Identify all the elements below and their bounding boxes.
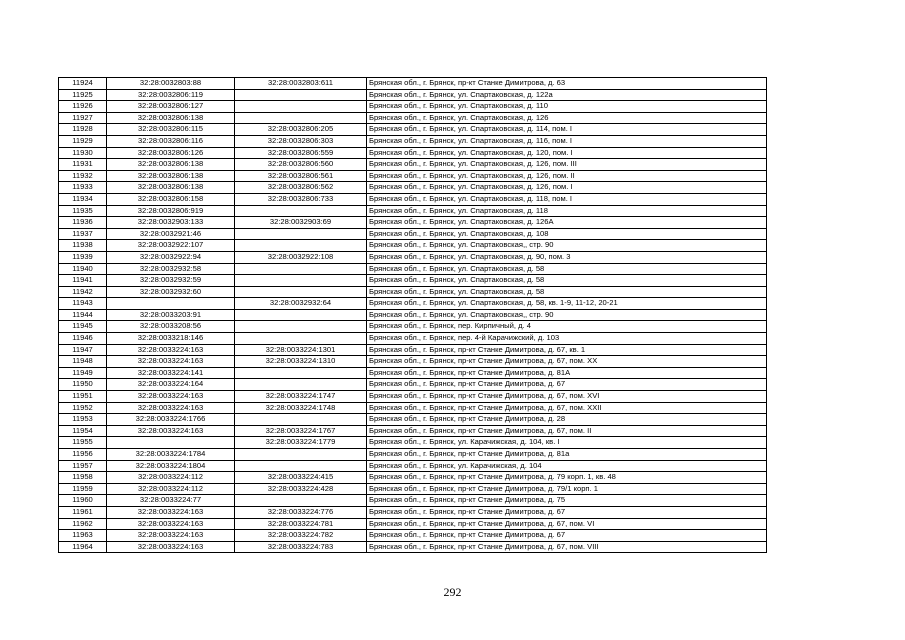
table-row <box>59 170 767 182</box>
building-cadastral-cell <box>235 379 367 391</box>
building-cadastral-cell: 32:28:0032806:205 <box>235 124 367 136</box>
table-row <box>59 495 767 507</box>
land-plot-cadastral-cell: 32:28:0032922:94 <box>107 251 235 263</box>
address-cell: Брянская обл., г. Брянск, пр-кт Станке Димитрова, д. 28 <box>367 414 767 426</box>
land-plot-cadastral-cell: 32:28:0032932:59 <box>107 275 235 287</box>
land-plot-cadastral-cell: 32:28:0033224:141 <box>107 367 235 379</box>
row-number-cell: 11964 <box>59 541 107 553</box>
building-cadastral-cell: 32:28:0032803:611 <box>235 78 367 90</box>
row-number-cell: 11930 <box>59 147 107 159</box>
row-number-cell: 11932 <box>59 170 107 182</box>
address-cell: Брянская обл., г. Брянск, ул. Спартаковская, д. 108 <box>367 228 767 240</box>
building-cadastral-cell: 32:28:0032806:561 <box>235 170 367 182</box>
address-cell: Брянская обл., г. Брянск, ул. Спартаковская, д. 116, пом. I <box>367 135 767 147</box>
land-plot-cadastral-cell: 32:28:0033218:146 <box>107 333 235 345</box>
table-row <box>59 159 767 171</box>
table-row <box>59 228 767 240</box>
table-row <box>59 391 767 403</box>
address-cell: Брянская обл., г. Брянск, пр-кт Станке Димитрова, д. 67, пом. II <box>367 425 767 437</box>
building-cadastral-cell <box>235 205 367 217</box>
land-plot-cadastral-cell: 32:28:0033224:163 <box>107 391 235 403</box>
row-number-cell: 11944 <box>59 309 107 321</box>
address-cell: Брянская обл., г. Брянск, ул. Спартаковская, д. 120, пом. I <box>367 147 767 159</box>
address-cell: Брянская обл., г. Брянск, ул. Спартаковская, д. 118, пом. I <box>367 193 767 205</box>
land-plot-cadastral-cell: 32:28:0032803:88 <box>107 78 235 90</box>
table-row <box>59 240 767 252</box>
address-cell: Брянская обл., г. Брянск, ул. Спартаковская,, стр. 90 <box>367 309 767 321</box>
table-row <box>59 425 767 437</box>
address-cell: Брянская обл., г. Брянск, ул. Карачижская, д. 104 <box>367 460 767 472</box>
address-cell: Брянская обл., г. Брянск, пр-кт Станке Димитрова, д. 67, пом. XXII <box>367 402 767 414</box>
address-cell: Брянская обл., г. Брянск, пр-кт Станке Димитрова, д. 67, пом. VIII <box>367 541 767 553</box>
table-row <box>59 309 767 321</box>
table-row <box>59 286 767 298</box>
table-row <box>59 251 767 263</box>
address-cell: Брянская обл., г. Брянск, пер. Кирпичный, д. 4 <box>367 321 767 333</box>
building-cadastral-cell: 32:28:0033224:1748 <box>235 402 367 414</box>
table-row <box>59 356 767 368</box>
building-cadastral-cell <box>235 89 367 101</box>
address-cell: Брянская обл., г. Брянск, ул. Спартаковская, д. 122а <box>367 89 767 101</box>
table-row <box>59 530 767 542</box>
building-cadastral-cell <box>235 286 367 298</box>
table-row <box>59 217 767 229</box>
address-cell: Брянская обл., г. Брянск, пр-кт Станке Димитрова, д. 75 <box>367 495 767 507</box>
row-number-cell: 11927 <box>59 112 107 124</box>
page-number: 292 <box>443 585 462 599</box>
table-row <box>59 124 767 136</box>
address-cell: Брянская обл., г. Брянск, ул. Спартаковская, д. 126А <box>367 217 767 229</box>
table-row <box>59 298 767 310</box>
table-row <box>59 193 767 205</box>
table-row <box>59 263 767 275</box>
land-plot-cadastral-cell <box>107 437 235 449</box>
building-cadastral-cell: 32:28:0032806:559 <box>235 147 367 159</box>
address-cell: Брянская обл., г. Брянск, пр-кт Станке Димитрова, д. 79 корп. 1, кв. 48 <box>367 472 767 484</box>
address-cell: Брянская обл., г. Брянск, пр-кт Станке Димитрова, д. 67 <box>367 530 767 542</box>
address-cell: Брянская обл., г. Брянск, пр-кт Станке Димитрова, д. 67, кв. 1 <box>367 344 767 356</box>
row-number-cell: 11933 <box>59 182 107 194</box>
table-row <box>59 147 767 159</box>
row-number-cell: 11959 <box>59 483 107 495</box>
land-plot-cadastral-cell: 32:28:0033224:1784 <box>107 449 235 461</box>
row-number-cell: 11929 <box>59 135 107 147</box>
row-number-cell: 11958 <box>59 472 107 484</box>
table-row <box>59 449 767 461</box>
table-row <box>59 321 767 333</box>
land-plot-cadastral-cell: 32:28:0032806:119 <box>107 89 235 101</box>
building-cadastral-cell <box>235 240 367 252</box>
building-cadastral-cell: 32:28:0033224:776 <box>235 506 367 518</box>
building-cadastral-cell: 32:28:0033224:1747 <box>235 391 367 403</box>
land-plot-cadastral-cell: 32:28:0032806:138 <box>107 159 235 171</box>
row-number-cell: 11934 <box>59 193 107 205</box>
building-cadastral-cell <box>235 414 367 426</box>
land-plot-cadastral-cell: 32:28:0032806:115 <box>107 124 235 136</box>
table-row <box>59 472 767 484</box>
address-cell: Брянская обл., г. Брянск, ул. Спартаковская, д. 58 <box>367 275 767 287</box>
row-number-cell: 11962 <box>59 518 107 530</box>
address-cell: Брянская обл., г. Брянск, пр-кт Станке Димитрова, д. 79/1 корп. 1 <box>367 483 767 495</box>
building-cadastral-cell <box>235 495 367 507</box>
building-cadastral-cell <box>235 333 367 345</box>
address-cell: Брянская обл., г. Брянск, ул. Спартаковская,, стр. 90 <box>367 240 767 252</box>
address-cell: Брянская обл., г. Брянск, пр-кт Станке Димитрова, д. 81А <box>367 367 767 379</box>
row-number-cell: 11949 <box>59 367 107 379</box>
building-cadastral-cell: 32:28:0033224:782 <box>235 530 367 542</box>
building-cadastral-cell: 32:28:0033224:1310 <box>235 356 367 368</box>
land-plot-cadastral-cell: 32:28:0032806:127 <box>107 101 235 113</box>
address-cell: Брянская обл., г. Брянск, ул. Спартаковская, д. 126, пом. I <box>367 182 767 194</box>
land-plot-cadastral-cell: 32:28:0033208:56 <box>107 321 235 333</box>
building-cadastral-cell <box>235 367 367 379</box>
row-number-cell: 11935 <box>59 205 107 217</box>
land-plot-cadastral-cell: 32:28:0033224:1804 <box>107 460 235 472</box>
building-cadastral-cell: 32:28:0032932:64 <box>235 298 367 310</box>
land-plot-cadastral-cell: 32:28:0032806:919 <box>107 205 235 217</box>
row-number-cell: 11938 <box>59 240 107 252</box>
land-plot-cadastral-cell: 32:28:0033224:112 <box>107 472 235 484</box>
building-cadastral-cell <box>235 309 367 321</box>
address-cell: Брянская обл., г. Брянск, ул. Спартаковская, д. 114, пом. I <box>367 124 767 136</box>
building-cadastral-cell <box>235 101 367 113</box>
land-plot-cadastral-cell: 32:28:0032806:116 <box>107 135 235 147</box>
row-number-cell: 11957 <box>59 460 107 472</box>
row-number-cell: 11963 <box>59 530 107 542</box>
land-plot-cadastral-cell: 32:28:0032921:46 <box>107 228 235 240</box>
row-number-cell: 11954 <box>59 425 107 437</box>
row-number-cell: 11952 <box>59 402 107 414</box>
row-number-cell: 11946 <box>59 333 107 345</box>
building-cadastral-cell: 32:28:0033224:781 <box>235 518 367 530</box>
building-cadastral-cell <box>235 263 367 275</box>
address-cell: Брянская обл., г. Брянск, ул. Спартаковская, д. 118 <box>367 205 767 217</box>
land-plot-cadastral-cell: 32:28:0033224:163 <box>107 530 235 542</box>
table-row <box>59 205 767 217</box>
address-cell: Брянская обл., г. Брянск, пр-кт Станке Димитрова, д. 81а <box>367 449 767 461</box>
building-cadastral-cell <box>235 449 367 461</box>
land-plot-cadastral-cell: 32:28:0033224:163 <box>107 344 235 356</box>
table-row <box>59 182 767 194</box>
table-row <box>59 135 767 147</box>
row-number-cell: 11945 <box>59 321 107 333</box>
land-plot-cadastral-cell: 32:28:0032932:58 <box>107 263 235 275</box>
table-row <box>59 101 767 113</box>
building-cadastral-cell <box>235 460 367 472</box>
land-plot-cadastral-cell: 32:28:0033224:163 <box>107 506 235 518</box>
building-cadastral-cell: 32:28:0033224:415 <box>235 472 367 484</box>
building-cadastral-cell: 32:28:0033224:783 <box>235 541 367 553</box>
land-plot-cadastral-cell: 32:28:0033203:91 <box>107 309 235 321</box>
address-cell: Брянская обл., г. Брянск, пр-кт Станке Димитрова, д. 67, пом. XX <box>367 356 767 368</box>
building-cadastral-cell: 32:28:0032806:303 <box>235 135 367 147</box>
row-number-cell: 11941 <box>59 275 107 287</box>
land-plot-cadastral-cell: 32:28:0033224:163 <box>107 518 235 530</box>
row-number-cell: 11953 <box>59 414 107 426</box>
address-cell: Брянская обл., г. Брянск, пр-кт Станке Димитрова, д. 67, пом. XVI <box>367 391 767 403</box>
row-number-cell: 11961 <box>59 506 107 518</box>
land-plot-cadastral-cell: 32:28:0033224:163 <box>107 541 235 553</box>
table-row <box>59 78 767 90</box>
table-row <box>59 89 767 101</box>
cadastral-register-table <box>58 77 767 553</box>
land-plot-cadastral-cell: 32:28:0033224:163 <box>107 402 235 414</box>
land-plot-cadastral-cell: 32:28:0032932:60 <box>107 286 235 298</box>
land-plot-cadastral-cell: 32:28:0032922:107 <box>107 240 235 252</box>
address-cell: Брянская обл., г. Брянск, пр-кт Станке Димитрова, д. 67, пом. VI <box>367 518 767 530</box>
row-number-cell: 11931 <box>59 159 107 171</box>
land-plot-cadastral-cell: 32:28:0032806:138 <box>107 182 235 194</box>
register-table-body <box>59 78 767 553</box>
row-number-cell: 11948 <box>59 356 107 368</box>
address-cell: Брянская обл., г. Брянск, ул. Спартаковская, д. 58 <box>367 263 767 275</box>
row-number-cell: 11951 <box>59 391 107 403</box>
table-row <box>59 112 767 124</box>
row-number-cell: 11924 <box>59 78 107 90</box>
building-cadastral-cell: 32:28:0032806:733 <box>235 193 367 205</box>
building-cadastral-cell <box>235 228 367 240</box>
table-row <box>59 437 767 449</box>
address-cell: Брянская обл., г. Брянск, пр-кт Станке Димитрова, д. 63 <box>367 78 767 90</box>
row-number-cell: 11928 <box>59 124 107 136</box>
building-cadastral-cell: 32:28:0033224:1767 <box>235 425 367 437</box>
row-number-cell: 11943 <box>59 298 107 310</box>
building-cadastral-cell: 32:28:0033224:428 <box>235 483 367 495</box>
land-plot-cadastral-cell: 32:28:0033224:163 <box>107 425 235 437</box>
land-plot-cadastral-cell: 32:28:0033224:1766 <box>107 414 235 426</box>
land-plot-cadastral-cell: 32:28:0032806:138 <box>107 170 235 182</box>
land-plot-cadastral-cell: 32:28:0033224:163 <box>107 356 235 368</box>
row-number-cell: 11947 <box>59 344 107 356</box>
row-number-cell: 11940 <box>59 263 107 275</box>
land-plot-cadastral-cell: 32:28:0033224:164 <box>107 379 235 391</box>
table-row <box>59 541 767 553</box>
row-number-cell: 11955 <box>59 437 107 449</box>
land-plot-cadastral-cell: 32:28:0033224:112 <box>107 483 235 495</box>
address-cell: Брянская обл., г. Брянск, ул. Спартаковская, д. 110 <box>367 101 767 113</box>
building-cadastral-cell <box>235 321 367 333</box>
land-plot-cadastral-cell: 32:28:0032903:133 <box>107 217 235 229</box>
land-plot-cadastral-cell: 32:28:0032806:126 <box>107 147 235 159</box>
row-number-cell: 11939 <box>59 251 107 263</box>
row-number-cell: 11936 <box>59 217 107 229</box>
row-number-cell: 11956 <box>59 449 107 461</box>
building-cadastral-cell: 32:28:0032922:108 <box>235 251 367 263</box>
row-number-cell: 11926 <box>59 101 107 113</box>
building-cadastral-cell <box>235 112 367 124</box>
land-plot-cadastral-cell: 32:28:0032806:158 <box>107 193 235 205</box>
table-row <box>59 344 767 356</box>
address-cell: Брянская обл., г. Брянск, ул. Спартаковская, д. 90, пом. 3 <box>367 251 767 263</box>
building-cadastral-cell: 32:28:0033224:1301 <box>235 344 367 356</box>
row-number-cell: 11950 <box>59 379 107 391</box>
land-plot-cadastral-cell <box>107 298 235 310</box>
address-cell: Брянская обл., г. Брянск, ул. Спартаковская, д. 126 <box>367 112 767 124</box>
land-plot-cadastral-cell: 32:28:0033224:77 <box>107 495 235 507</box>
table-row <box>59 379 767 391</box>
building-cadastral-cell <box>235 275 367 287</box>
address-cell: Брянская обл., г. Брянск, ул. Спартаковская, д. 58, кв. 1-9, 11-12, 20-21 <box>367 298 767 310</box>
table-row <box>59 518 767 530</box>
address-cell: Брянская обл., г. Брянск, пер. 4-й Карачижский, д. 103 <box>367 333 767 345</box>
table-row <box>59 460 767 472</box>
row-number-cell: 11937 <box>59 228 107 240</box>
building-cadastral-cell: 32:28:0032806:560 <box>235 159 367 171</box>
address-cell: Брянская обл., г. Брянск, ул. Карачижская, д. 104, кв. I <box>367 437 767 449</box>
table-row <box>59 483 767 495</box>
address-cell: Брянская обл., г. Брянск, ул. Спартаковская, д. 58 <box>367 286 767 298</box>
table-row <box>59 367 767 379</box>
address-cell: Брянская обл., г. Брянск, пр-кт Станке Димитрова, д. 67 <box>367 379 767 391</box>
table-row <box>59 506 767 518</box>
table-row <box>59 333 767 345</box>
address-cell: Брянская обл., г. Брянск, ул. Спартаковская, д. 126, пом. III <box>367 159 767 171</box>
land-plot-cadastral-cell: 32:28:0032806:138 <box>107 112 235 124</box>
row-number-cell: 11960 <box>59 495 107 507</box>
address-cell: Брянская обл., г. Брянск, пр-кт Станке Димитрова, д. 67 <box>367 506 767 518</box>
building-cadastral-cell: 32:28:0033224:1779 <box>235 437 367 449</box>
row-number-cell: 11925 <box>59 89 107 101</box>
table-row <box>59 275 767 287</box>
table-row <box>59 414 767 426</box>
address-cell: Брянская обл., г. Брянск, ул. Спартаковская, д. 126, пом. II <box>367 170 767 182</box>
building-cadastral-cell: 32:28:0032806:562 <box>235 182 367 194</box>
table-row <box>59 402 767 414</box>
building-cadastral-cell: 32:28:0032903:69 <box>235 217 367 229</box>
row-number-cell: 11942 <box>59 286 107 298</box>
